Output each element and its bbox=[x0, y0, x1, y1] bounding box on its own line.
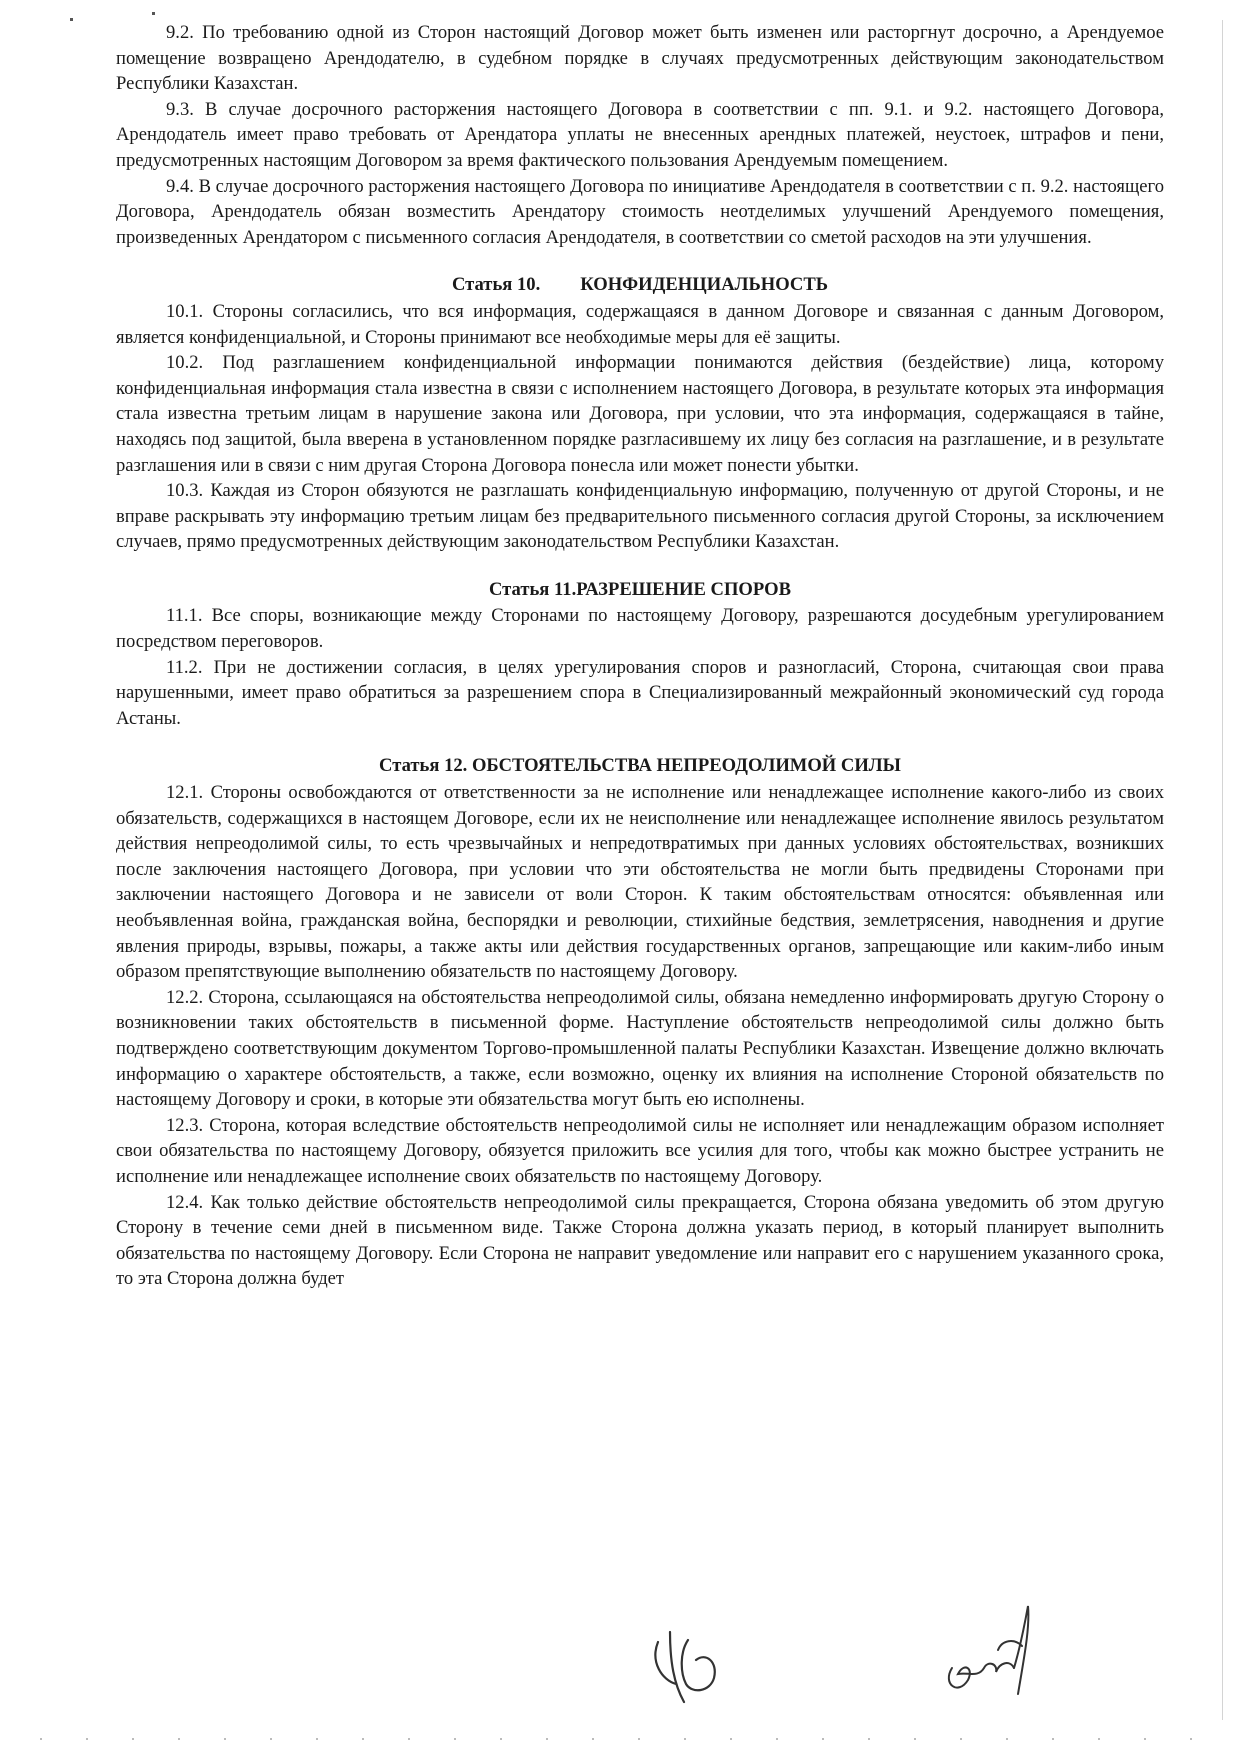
scan-mark-bottom bbox=[40, 1738, 1220, 1740]
signature-left bbox=[640, 1622, 750, 1712]
clause-10-1: 10.1. Стороны согласились, что вся информация, содержащаяся в данном Договоре и связанная с данным Договором, является конфиденциальной, и Стороны принимают все необходимые меры для её защиты. bbox=[116, 300, 1164, 348]
document-page bbox=[116, 20, 1164, 1292]
clause-9-3: 9.3. В случае досрочного расторжения настоящего Договора в соответствии с пп. 9.1. и 9.2. настоящего Договора, Арендодатель имеет право требовать от Арендатора уплаты не внесенных арендных платежей, неустоек, штрафов и пени, предусмотренных настоящим Договором за время фактического пользования Арендуемым помещением. bbox=[116, 98, 1164, 171]
article-12-heading: Статья 12. ОБСТОЯТЕЛЬСТВА НЕПРЕОДОЛИМОЙ СИЛЫ bbox=[379, 755, 901, 777]
scan-mark-right bbox=[1222, 20, 1223, 1720]
article-10-number: Статья 10. bbox=[451, 274, 541, 296]
clause-10-2: 10.2. Под разглашением конфиденциальной информации понимаются действия (бездействие) лица, которому конфиденциальная информация стала известна в связи с исполнением настоящего Договора, в результате которых эта информация стала известна третьим лицам в нарушение закона или Договора, при условии, что эта информация, содержащаяся в тайне, находясь под защитой, была вверена в установленном порядке разгласившему их лицу без согласия на разглашение, и в результате разглашения или в связи с ним другая Сторона Договора понесла или может понести убытки. bbox=[116, 352, 1164, 476]
clause-11-2: 11.2. При не достижении согласия, в целях урегулирования споров и разногласий, Сторона, считающая свои права нарушенными, имеет право обратиться за разрешением спора в Специализированный межрайонный экономический суд города Астаны. bbox=[116, 656, 1164, 729]
article-10-title: КОНФИДЕНЦИАЛЬНОСТЬ bbox=[580, 274, 829, 296]
clause-12-1: 12.1. Стороны освобождаются от ответственности за не исполнение или ненадлежащее исполнение какого-либо из своих обязательств, содержащихся в настоящем Договоре, если их не неисполнение или ненадлежащее исполнение явилось результатом действия непреодолимой силы, то есть чрезвычайных и непредотвратимых при данных условиях обстоятельствах, возникших после заключения настоящего Договора, при условии что эти обстоятельства не могли быть предвидены Сторонами при заключении настоящего Договора и не зависели от воли Сторон. К таким обстоятельствам относятся: объявленная или необъявленная война, гражданская война, беспорядки и революции, стихийные бедствия, землетрясения, наводнения и другие явления природы, взрывы, пожары, а также акты или действия государственных органов, запрещающие или каким-либо иным образом препятствующие выполнению обязательств по настоящему Договору. bbox=[116, 782, 1164, 983]
clause-9-2: 9.2. По требованию одной из Сторон настоящий Договор может быть изменен или расторгнут досрочно, а Арендуемое помещение возвращено Арендодателю, в судебном порядке в случаях предусмотренных действующим законодательством Республики Казахстан. bbox=[116, 22, 1164, 95]
clause-11-1: 11.1. Все споры, возникающие между Сторонами по настоящему Договору, разрешаются досудебным урегулированием посредством переговоров. bbox=[116, 605, 1164, 653]
article-10-heading bbox=[116, 272, 1164, 298]
clause-12-3: 12.3. Сторона, которая вследствие обстоятельств непреодолимой силы не исполняет или ненадлежащим образом исполняет свои обязательства по настоящему Договору, обязуется приложить все усилия для того, чтобы как можно быстрее устранить не исполнение или ненадлежащее исполнение своих обязательств по настоящему Договору. bbox=[116, 1114, 1164, 1187]
scan-mark-top bbox=[70, 18, 73, 21]
scan-mark-top bbox=[152, 12, 155, 15]
clause-12-4: 12.4. Как только действие обстоятельств непреодолимой силы прекращается, Сторона обязана уведомить об этом другую Сторону в течение семи дней в письменном виде. Также Сторона должна указать период, в который планирует выполнить обязательства по настоящему Договору. Если Сторона не направит уведомление или направит его с нарушением указанного срока, то эта Сторона должна будет bbox=[116, 1191, 1164, 1290]
clause-10-3: 10.3. Каждая из Сторон обязуются не разглашать конфиденциальную информацию, полученную от другой Стороны, и не вправе раскрывать эту информацию третьим лицам без предварительного письменного согласия другой Стороны, за исключением случаев, прямо предусмотренных действующим законодательством Республики Казахстан. bbox=[116, 480, 1164, 553]
article-11-heading: Статья 11.РАЗРЕШЕНИЕ СПОРОВ bbox=[488, 578, 792, 600]
signature-right bbox=[938, 1598, 1058, 1708]
clause-12-2: 12.2. Сторона, ссылающаяся на обстоятельства непреодолимой силы, обязана немедленно информировать другую Сторону о возникновении таких обстоятельств в письменной форме. Наступление обстоятельств непреодолимой силы должно быть подтверждено соответствующим документом Торгово-промышленной палаты Республики Казахстан. Извещение должно включать информацию о характере обстоятельств, а также, если возможно, оценку их влияния на исполнение Стороной обязательств по настоящему Договору и сроки, в которые эти обязательства могут быть ею исполнены. bbox=[116, 986, 1164, 1111]
clause-9-4: 9.4. В случае досрочного расторжения настоящего Договора по инициативе Арендодателя в соответствии с п. 9.2. настоящего Договора, Арендодатель обязан возместить Арендатору стоимость неотделимых улучшений Арендуемого помещения, произведенных Арендатором с письменного согласия Арендодателя, в соответствии со сметой расходов на эти улучшения. bbox=[116, 175, 1164, 248]
